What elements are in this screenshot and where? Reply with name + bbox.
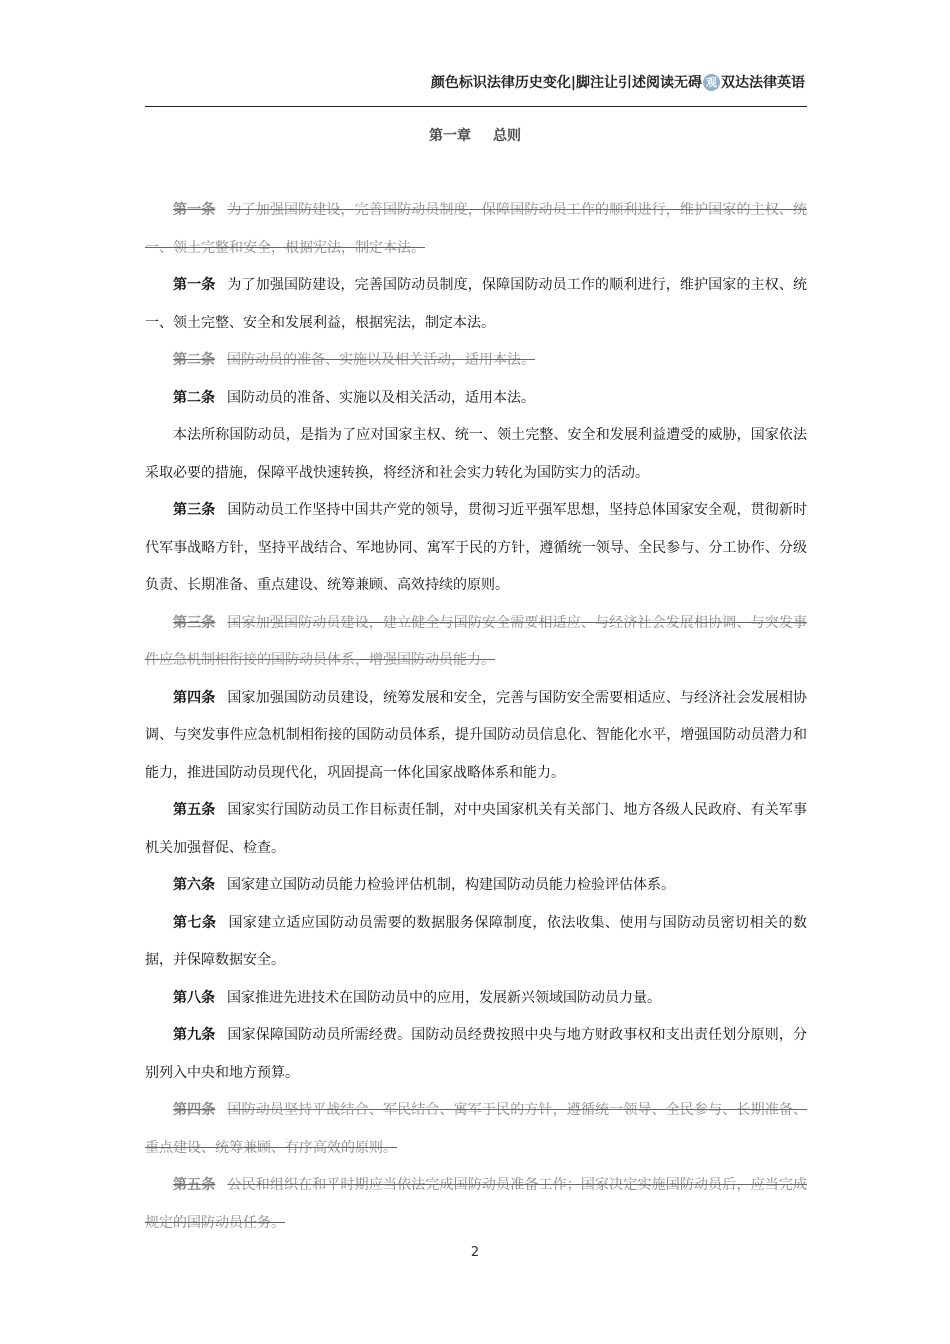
article-paragraph (145, 792, 807, 867)
page-header (145, 62, 807, 107)
article-number: 第五条 (173, 1177, 216, 1193)
article-number: 第一条 (173, 277, 216, 293)
article-text: 国防动员的准备、实施以及相关活动，适用本法。 (227, 352, 535, 368)
header-tagline (431, 72, 805, 92)
header-text-right: 双达法律英语 (721, 75, 805, 91)
article-number: 第三条 (173, 614, 216, 631)
article-text: 国家加强国防动员建设，建立健全与国防安全需要相适应、与经济社会发展相协调、与突发事件应急机制相衔接的国防动员体系，增强国防动员能力。 (145, 614, 808, 668)
article-text: 国防动员的准备、实施以及相关活动，适用本法。 (227, 389, 535, 406)
article-number: 第九条 (173, 1027, 216, 1043)
article-text: 国防动员工作坚持中国共产党的领导，贯彻习近平强军思想，坚持总体国家安全观，贯彻新时代军事战略方针，坚持平战结合、军地协同、寓军于民的方针，遵循统一领导、全民参与、分工协作、分级负责、长期准备、重点建设、统筹兼顾、高效持续的原则。 (145, 502, 808, 593)
article-text: 国家建立适应国防动员需要的数据服务保障制度，依法收集、使用与国防动员密切相关的数据，并保障数据安全。 (145, 914, 808, 968)
deleted-article (145, 342, 807, 380)
article-number: 第一条 (173, 202, 216, 218)
article-text: 为了加强国防建设，完善国防动员制度，保障国防动员工作的顺利进行，维护国家的主权、统一、领土完整、安全和发展利益，根据宪法，制定本法。 (145, 277, 808, 331)
article-number: 第二条 (173, 352, 215, 368)
deleted-article (145, 1092, 807, 1167)
article-text: 为了加强国防建设，完善国防动员制度，保障国防动员工作的顺利进行，维护国家的主权、统一、领土完整和安全，根据宪法，制定本法。 (145, 202, 808, 256)
article-number: 第六条 (173, 877, 215, 893)
article-number: 第三条 (173, 502, 216, 518)
header-text-left: 颜色标识法律历史变化|脚注让引述阅读无碍 (430, 75, 702, 91)
article-paragraph (145, 680, 807, 793)
article-text: 国家实行国防动员工作目标责任制，对中央国家机关有关部门、地方各级人民政府、有关军事机关加强督促、检查。 (145, 802, 808, 856)
article-paragraph (145, 267, 807, 342)
article-text: 国家保障国防动员所需经费。国防动员经费按照中央与地方财政事权和支出责任划分原则，分别列入中央和地方预算。 (145, 1027, 808, 1081)
article-text: 国家推进先进技术在国防动员中的应用，发展新兴领域国防动员力量。 (227, 989, 661, 1006)
article-paragraph (145, 380, 807, 418)
article-paragraph (145, 492, 807, 605)
chapter-heading (0, 125, 950, 145)
article-text: 国家加强国防动员建设，统筹发展和安全，完善与国防安全需要相适应、与经济社会发展相协调、与突发事件应急机制相衔接的国防动员体系，提升国防动员信息化、智能化水平，增强国防动员潜力和能力，推进国防动员现代化，巩固提高一体化国家战略体系和能力。 (145, 689, 808, 781)
article-text: 公民和组织在和平时期应当依法完成国防动员准备工作；国家决定实施国防动员后，应当完成规定的国防动员任务。 (145, 1177, 808, 1231)
brand-logo-icon: 观 (703, 74, 720, 91)
article-number: 第五条 (173, 802, 216, 818)
chapter-title: 总则 (493, 128, 521, 144)
deleted-article (145, 605, 807, 680)
article-paragraph (145, 980, 807, 1018)
deleted-article (145, 1167, 807, 1242)
article-number: 第二条 (173, 389, 215, 406)
article-paragraph (145, 1017, 807, 1092)
article-paragraph (145, 867, 807, 905)
article-paragraph (145, 905, 807, 980)
article-number: 第四条 (173, 1102, 216, 1118)
article-text: 本法所称国防动员，是指为了应对国家主权、统一、领土完整、安全和发展利益遭受的威胁，国家依法采取必要的措施，保障平战快速转换，将经济和社会实力转化为国防实力的活动。 (145, 427, 807, 481)
page-number: 2 (470, 1245, 480, 1260)
article-number: 第八条 (173, 989, 215, 1006)
article-text: 国家建立国防动员能力检验评估机制，构建国防动员能力检验评估体系。 (227, 877, 675, 893)
deleted-article (145, 192, 807, 267)
article-number: 第七条 (173, 914, 217, 931)
chapter-number: 第一章 (429, 128, 471, 144)
article-text: 国防动员坚持平战结合、军民结合、寓军于民的方针，遵循统一领导、全民参与、长期准备、重点建设、统筹兼顾、有序高效的原则。 (145, 1102, 808, 1156)
article-number: 第四条 (173, 689, 216, 706)
document-body (145, 192, 807, 1242)
article-paragraph (145, 417, 807, 492)
